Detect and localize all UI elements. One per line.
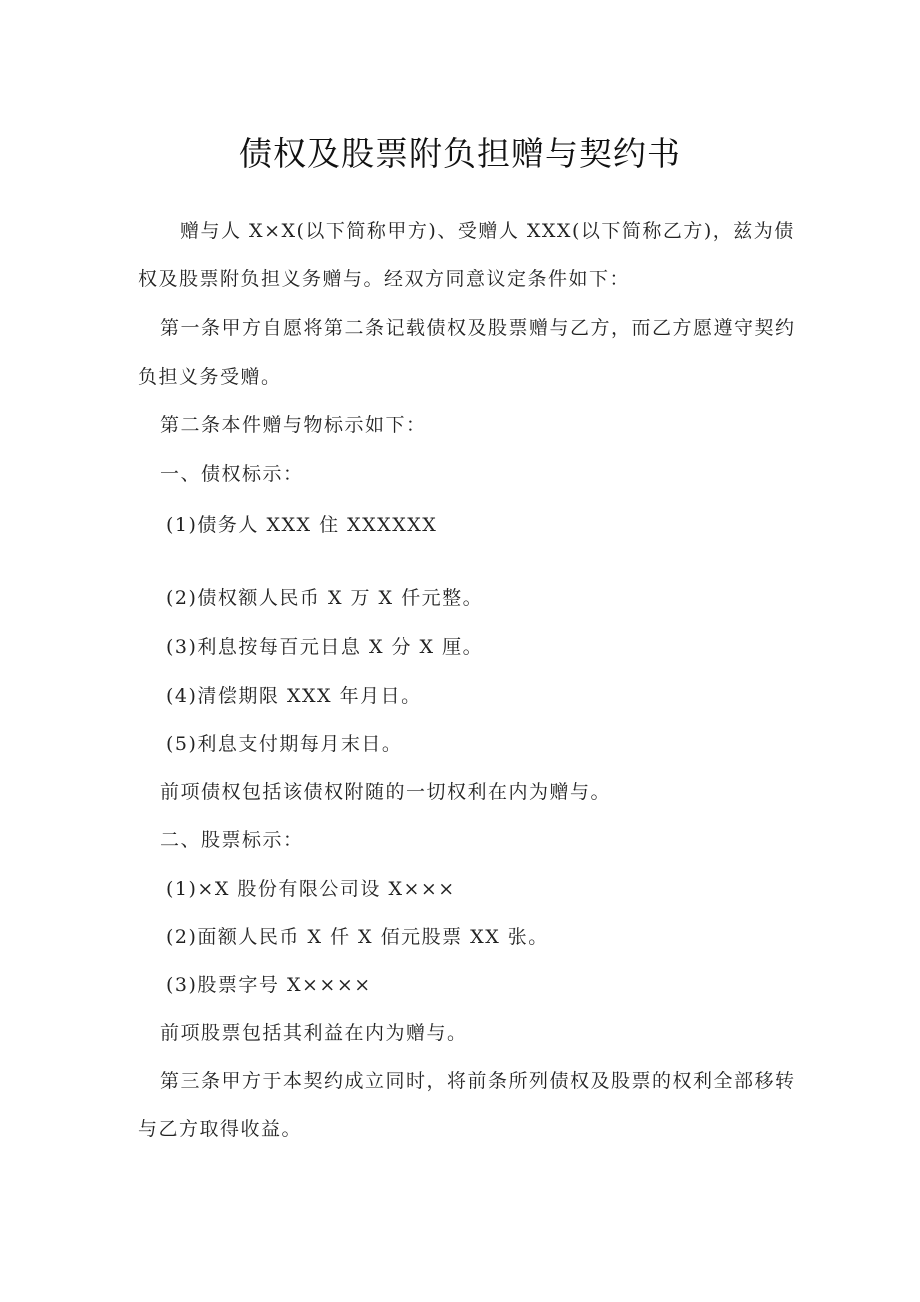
paragraph-line: 第二条本件赠与物标示如下： — [160, 414, 427, 436]
paragraph-line: 第三条甲方于本契约成立同时，将前条所列债权及股票的权利全部移转 — [160, 1070, 796, 1092]
list-item: (1)债务人 XXX 住 XXXXXX — [166, 514, 438, 536]
list-item: (2)面额人民币 X 仟 X 佰元股票 XX 张。 — [166, 926, 549, 948]
paragraph-line: 赠与人 X×X(以下简称甲方)、受赠人 XXX(以下简称乙方)，兹为债 — [180, 220, 795, 242]
paragraph-line: 第一条甲方自愿将第二条记载债权及股票赠与乙方，而乙方愿遵守契约 — [160, 317, 796, 339]
list-item: (3)股票字号 X×××× — [166, 974, 372, 996]
list-item: (2)债权额人民币 X 万 X 仟元整。 — [166, 587, 484, 609]
paragraph-line: 权及股票附负担义务赠与。经双方同意议定条件如下： — [138, 268, 631, 290]
list-item: (4)清偿期限 XXX 年月日。 — [166, 685, 422, 707]
paragraph-line: 与乙方取得收益。 — [138, 1118, 303, 1140]
list-item: (3)利息按每百元日息 X 分 X 厘。 — [166, 636, 484, 658]
section-heading: 一、债权标示： — [160, 463, 304, 485]
document-title: 债权及股票附负担赠与契约书 — [239, 134, 681, 173]
paragraph-line: 前项债权包括该债权附随的一切权利在内为赠与。 — [160, 781, 612, 803]
list-item: (1)×X 股份有限公司设 X××× — [166, 878, 456, 900]
paragraph-line: 负担义务受赠。 — [138, 366, 282, 388]
paragraph-line: 前项股票包括其利益在内为赠与。 — [160, 1022, 468, 1044]
section-heading: 二、股票标示： — [160, 829, 304, 851]
list-item: (5)利息支付期每月末日。 — [166, 733, 403, 755]
